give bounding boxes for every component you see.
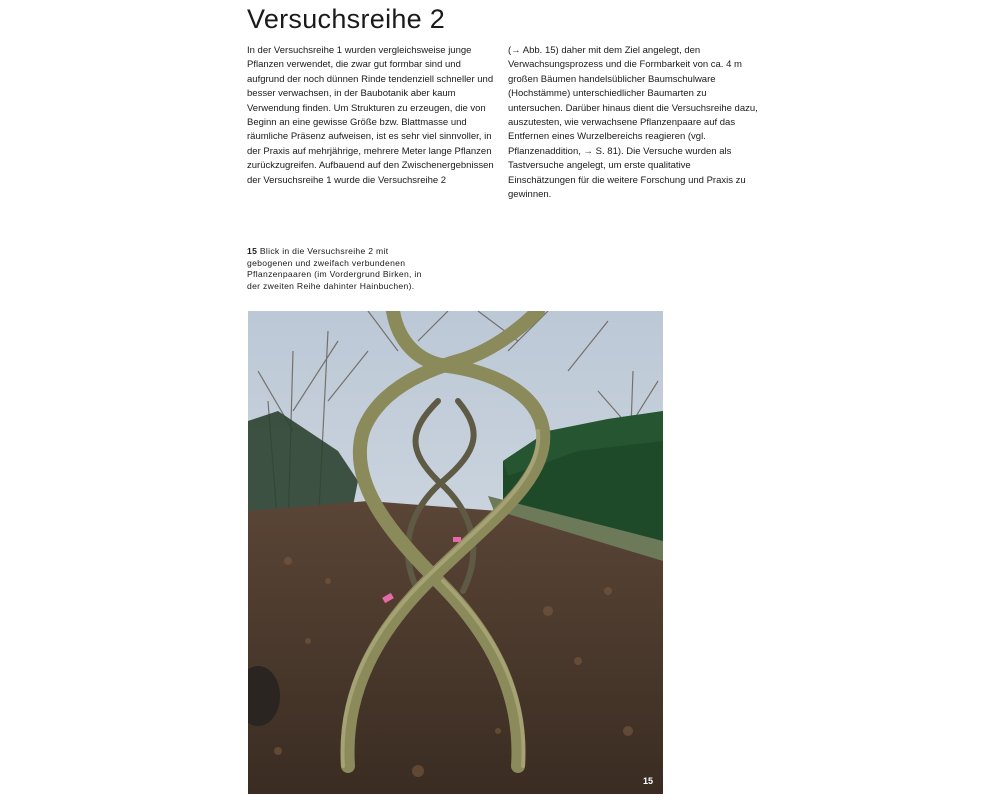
photo-ground <box>248 501 663 794</box>
body-text-left-column <box>247 44 497 188</box>
figure-photo <box>248 311 663 794</box>
figure-caption-text: Blick in die Versuchsreihe 2 mit gebogenen und zweifach verbundenen Pflanzenpaaren (im Vordergrund Birken, in der zweiten Reihe dahinter Hainbuchen). <box>247 246 422 291</box>
photo-number-label: 15 <box>642 776 653 786</box>
figure-number: 15 <box>247 246 258 256</box>
figure-caption <box>247 246 422 292</box>
photo-illustration <box>248 311 663 794</box>
body-text-right-column <box>508 44 758 202</box>
paragraph-right: (→ Abb. 15) daher mit dem Ziel angelegt, den Verwachsungsprozess und die Formbarkeit von ca. 4 m großen Bäumen handelsüblicher Baumschulware (Hochstämme) unterschiedlicher Baumarten zu untersuchen. Darüber hinaus dient die Versuchsreihe dazu, auszutesten, wie verwachsene Pflanzenpaare auf das Entfernen eines Wurzelbereichs reagieren (vgl. Pflanzenaddition, → S. 81). Die Versuche wurden als Tastversuche angelegt, um erste qualitative Einschätzungen für die weitere Forschung und Praxis zu gewinnen. <box>508 45 758 201</box>
page-title: Versuchsreihe 2 <box>247 4 446 34</box>
paragraph-left: In der Versuchsreihe 1 wurden vergleichsweise junge Pflanzen verwendet, die zwar gut formbar sind und aufgrund der noch dünnen Rinde tendenziell schneller und besser verwachsen, in der Baubotanik aber kaum Verwendung finden. Um Strukturen zu erzeugen, die von Beginn an eine gewisse Größe bzw. Blattmasse und räumliche Präsenz aufweisen, ist es sehr viel sinnvoller, in der Praxis auf mehrjährige, mehrere Meter lange Pflanzen zurückzugreifen. Aufbauend auf den Zwischenergebnissen der Versuchsreihe 1 wurde die Versuchsreihe 2 <box>247 45 494 186</box>
